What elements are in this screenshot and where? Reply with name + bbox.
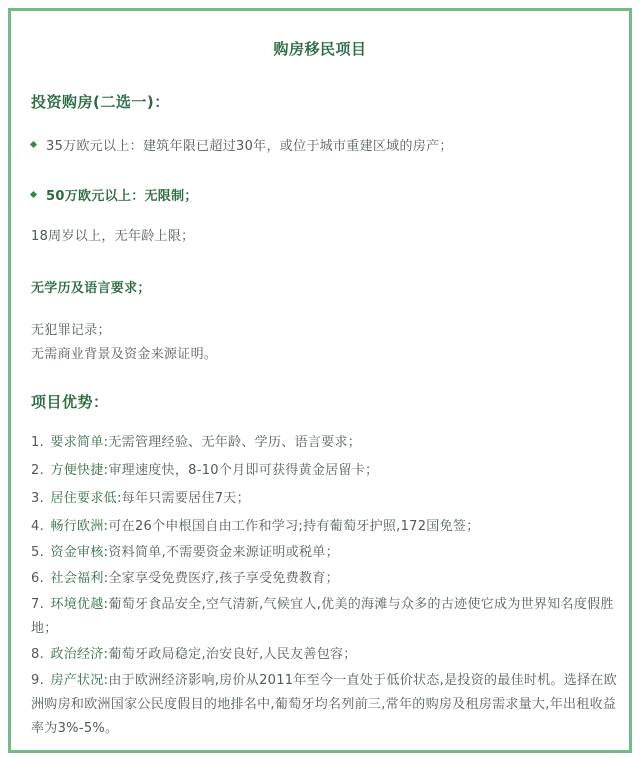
investment-option-2 <box>31 185 198 204</box>
item-number: 3. <box>31 491 45 506</box>
item-number: 4. <box>31 519 45 534</box>
item-label: 方便快捷: <box>50 463 109 478</box>
item-text: 全家享受免费医疗,孩子享受免费教育； <box>108 571 339 586</box>
item-text: 审理速度快，8-10个月即可获得黄金居留卡； <box>108 463 379 478</box>
item-label: 社会福利: <box>50 571 109 586</box>
item-text: 由于欧洲经济影响,房价从2011年至今一直处于低价状态,是投资的最佳时机。选择在欧洲购房和欧洲国家公民度假目的地排名中,葡萄牙均名列前三,常年的购房及租房需求量大,年出租收益率为3%-5%。 <box>31 673 617 736</box>
item-text: 可在26个申根国自由工作和学习;持有葡萄牙护照,172国免签； <box>108 519 480 534</box>
item-number: 1. <box>31 435 45 450</box>
item-label: 政治经济: <box>50 647 109 662</box>
advantage-item-2 <box>31 459 621 483</box>
investment-option-1 <box>31 135 453 154</box>
advantage-item-1 <box>31 431 621 455</box>
advantages-heading: 项目优势： <box>31 393 109 411</box>
investment-heading: 投资购房(二选一)： <box>31 93 170 111</box>
item-label: 环境优越: <box>50 597 109 612</box>
bullet-icon <box>30 191 37 198</box>
item-label: 要求简单: <box>50 435 109 450</box>
item-label: 资金审核: <box>50 545 109 560</box>
item-label: 畅行欧洲: <box>50 519 109 534</box>
bullet-icon <box>30 141 37 148</box>
no-business-background: 无需商业背景及资金来源证明。 <box>31 347 218 362</box>
age-requirement: 18周岁以上，无年龄上限； <box>31 229 195 244</box>
content-frame <box>8 8 632 753</box>
item-number: 8. <box>31 647 45 662</box>
item-label: 居住要求低: <box>50 491 122 506</box>
item-label: 房产状况: <box>50 673 109 688</box>
item-number: 9. <box>31 673 45 688</box>
investment-option-1-text: 35万欧元以上：建筑年限已超过30年，或位于城市重建区域的房产； <box>46 139 453 154</box>
item-text: 葡萄牙政局稳定,治安良好,人民友善包容； <box>108 647 357 662</box>
investment-option-2-text: 50万欧元以上：无限制； <box>46 189 198 204</box>
item-number: 5. <box>31 545 45 560</box>
no-education-heading: 无学历及语言要求； <box>31 281 151 296</box>
item-text: 每年只需要居住7天； <box>121 491 250 506</box>
advantage-item-9 <box>31 669 621 741</box>
item-number: 2. <box>31 463 45 478</box>
item-number: 6. <box>31 571 45 586</box>
advantage-item-6 <box>31 567 621 591</box>
advantage-item-5 <box>31 541 621 565</box>
advantage-item-4 <box>31 515 621 539</box>
advantage-item-8 <box>31 643 621 667</box>
item-text: 资料简单,不需要资金来源证明或税单； <box>108 545 339 560</box>
item-text: 无需管理经验、无年龄、学历、语言要求； <box>108 435 362 450</box>
item-text: 葡萄牙食品安全,空气清新,气候宜人,优美的海滩与众多的古迹使它成为世界知名度假胜地； <box>31 597 614 636</box>
advantage-item-3 <box>31 487 621 511</box>
no-criminal-record: 无犯罪记录； <box>31 323 111 338</box>
advantage-item-7 <box>31 593 621 641</box>
page-title: 购房移民项目 <box>273 40 367 58</box>
item-number: 7. <box>31 597 45 612</box>
